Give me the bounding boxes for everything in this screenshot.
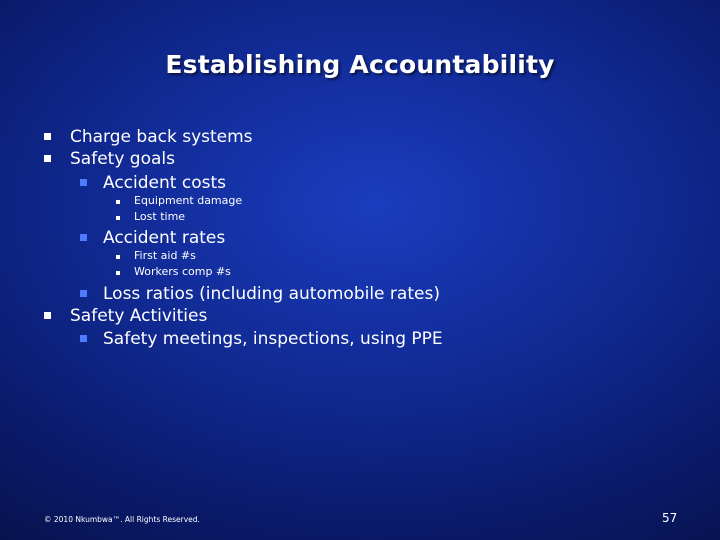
small-bullet-text: Equipment damage xyxy=(134,194,243,207)
small-bullet-square-icon xyxy=(116,200,120,204)
small-bullet-text: First aid #s xyxy=(134,249,196,262)
bullet-square-icon xyxy=(44,133,51,140)
bullet-text: Safety Activities xyxy=(70,306,208,326)
sub-bullet-text: Loss ratios (including automobile rates) xyxy=(103,284,440,304)
slide-title: Establishing Accountability xyxy=(165,50,555,79)
sub-bullet-square-icon xyxy=(80,234,87,241)
bullet-square-icon xyxy=(44,155,51,162)
bullet-square-icon xyxy=(44,312,51,319)
bullet-text: Charge back systems xyxy=(70,127,253,147)
sub-bullet-text: Accident rates xyxy=(103,228,226,248)
sub-bullet-text: Safety meetings, inspections, using PPE xyxy=(103,329,443,349)
sub-bullet-square-icon xyxy=(80,179,87,186)
small-bullet-text: Lost time xyxy=(134,210,186,223)
sub-bullet-square-icon xyxy=(80,290,87,297)
small-bullet-text: Workers comp #s xyxy=(134,265,231,278)
page-number: 57 xyxy=(662,511,678,525)
small-bullet-square-icon xyxy=(116,255,120,259)
sub-bullet-text: Accident costs xyxy=(103,173,226,193)
sub-bullet-square-icon xyxy=(80,335,87,342)
bullet-text: Safety goals xyxy=(70,149,175,169)
small-bullet-square-icon xyxy=(116,271,120,275)
small-bullet-square-icon xyxy=(116,216,120,220)
copyright-footer: © 2010 Nkumbwa™. All Rights Reserved. xyxy=(44,515,200,524)
